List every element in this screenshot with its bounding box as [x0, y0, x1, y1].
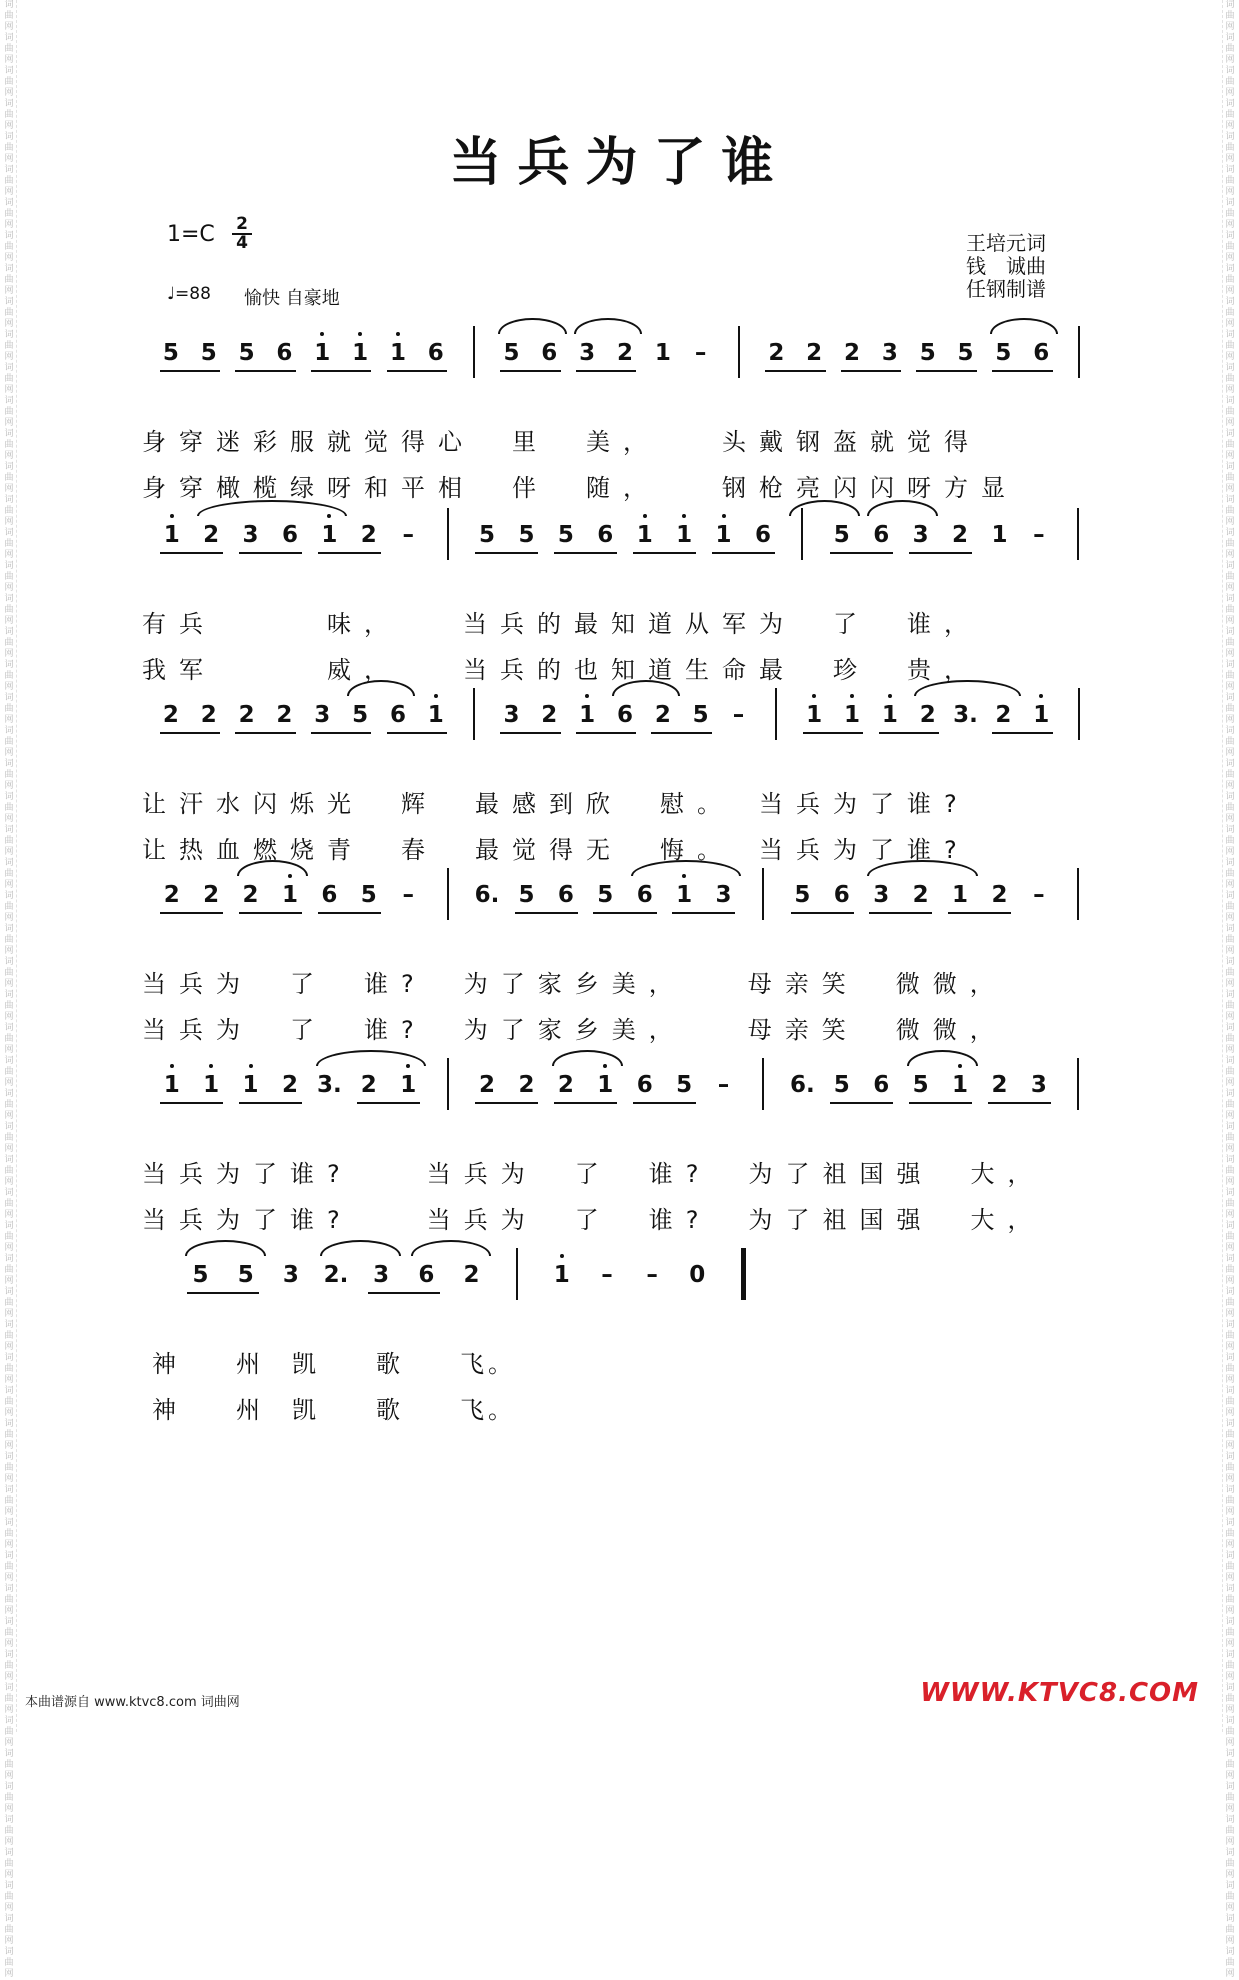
barline — [447, 508, 449, 560]
beam-line — [992, 732, 1053, 734]
note: 2 — [654, 702, 671, 728]
beam-line — [475, 552, 538, 554]
note: 1 — [991, 522, 1008, 548]
note: 2 — [242, 882, 259, 908]
note: 2 — [463, 1262, 480, 1288]
note: 2 — [200, 702, 217, 728]
note: 6. — [790, 1072, 815, 1098]
note: 6 — [557, 882, 574, 908]
beam-line — [318, 912, 381, 914]
hold-dash: – — [646, 1262, 658, 1288]
beam-line — [841, 370, 902, 372]
note: 3 — [579, 340, 596, 366]
note: 1 — [676, 882, 692, 908]
lyric-line-2: 我军 威， 当兵的也知道生命最 珍 贵， — [142, 656, 981, 684]
beam-line — [988, 1102, 1051, 1104]
time-signature-bottom: 4 — [236, 233, 248, 253]
transcriber-credit: 任钢制谱 — [966, 277, 1046, 301]
note: 2 — [912, 882, 929, 908]
beam-line — [992, 370, 1053, 372]
note: 3. — [317, 1072, 342, 1098]
note: 5 — [479, 522, 496, 548]
note: 2 — [557, 1072, 574, 1098]
note: 5 — [192, 1262, 209, 1288]
beam-line — [879, 732, 940, 734]
octave-dot — [434, 694, 438, 698]
slur-arc — [907, 1050, 978, 1066]
octave-dot — [560, 1254, 564, 1258]
hold-dash: – — [1033, 882, 1045, 908]
beam-line — [803, 732, 864, 734]
beam-line — [187, 1292, 259, 1294]
beam-line — [357, 1102, 420, 1104]
lyric-line-2: 当兵为了谁? 当兵为 了 谁? 为了祖国强 大， — [142, 1206, 1045, 1234]
note: 2 — [844, 340, 861, 366]
octave-dot — [585, 694, 589, 698]
barline — [473, 326, 475, 378]
note: 6. — [474, 882, 500, 908]
note: 5 — [162, 340, 179, 366]
note: 1 — [282, 882, 298, 908]
note: 5 — [360, 882, 377, 908]
note: 2 — [919, 702, 936, 728]
slur-arc — [320, 1240, 401, 1256]
beam-line — [576, 370, 637, 372]
hold-dash: – — [1033, 522, 1045, 548]
octave-dot — [170, 1064, 174, 1068]
beam-line — [160, 370, 221, 372]
octave-dot — [682, 514, 686, 518]
beam-line — [515, 912, 578, 914]
beam-line — [368, 1292, 440, 1294]
beam-line — [909, 1102, 972, 1104]
note: 6 — [427, 340, 444, 366]
barline — [516, 1248, 518, 1300]
note: 5 — [833, 522, 850, 548]
hold-dash: – — [732, 702, 745, 728]
octave-dot — [812, 694, 816, 698]
slur-arc — [498, 318, 566, 334]
note: 6 — [389, 702, 406, 728]
beam-line — [633, 552, 696, 554]
note: 1 — [164, 522, 180, 548]
note: 2 — [276, 702, 293, 728]
beam-line — [500, 732, 561, 734]
song-title: 当兵为了谁 — [449, 132, 790, 193]
slur-arc — [316, 1050, 426, 1066]
note: 1 — [203, 1072, 219, 1098]
expression-marking: 愉快 自豪地 — [244, 288, 340, 309]
note: 1 — [428, 702, 444, 728]
beam-line — [235, 732, 296, 734]
note: 6 — [541, 340, 558, 366]
slur-arc — [574, 318, 642, 334]
beam-line — [672, 912, 735, 914]
beam-line — [869, 912, 932, 914]
note: 5 — [692, 702, 709, 728]
site-logo: WWW.KTVC8.COM — [920, 1678, 1199, 1708]
slur-arc — [185, 1240, 266, 1256]
note: 2 — [360, 522, 377, 548]
note: 6 — [636, 1072, 653, 1098]
note: 6 — [281, 522, 298, 548]
hold-dash: – — [601, 1262, 613, 1288]
note: 1 — [637, 522, 653, 548]
composer-credit: 钱 诚曲 — [966, 254, 1046, 278]
final-barline — [741, 1248, 746, 1300]
barline — [473, 688, 475, 740]
note: 2 — [518, 1072, 535, 1098]
hold-dash: – — [694, 340, 707, 366]
note: 2 — [541, 702, 558, 728]
octave-dot — [643, 514, 647, 518]
note: 5 — [597, 882, 614, 908]
note: 5 — [237, 1262, 254, 1288]
beam-line — [500, 370, 561, 372]
note: 3 — [503, 702, 520, 728]
note: 5 — [676, 1072, 693, 1098]
note: 0 — [689, 1262, 706, 1288]
beam-line — [712, 552, 775, 554]
note: 1 — [400, 1072, 416, 1098]
lyric-line-1: 有兵 味， 当兵的最知道从军为 了 谁， — [142, 610, 981, 638]
note: 2 — [203, 882, 220, 908]
lyric-line-2: 身穿橄榄绿呀和平相 伴 随， 钢枪亮闪闪呀方显 — [142, 474, 1018, 502]
note: 3. — [953, 702, 978, 728]
note: 3 — [1030, 1072, 1047, 1098]
note: 5 — [518, 522, 535, 548]
beam-line — [239, 552, 302, 554]
hold-dash: – — [402, 522, 414, 548]
note: 2 — [163, 882, 180, 908]
note: 1 — [654, 340, 671, 366]
beam-line — [387, 732, 448, 734]
note: 1 — [806, 702, 822, 728]
beam-line — [160, 1102, 223, 1104]
key-signature: 1=C — [167, 222, 215, 247]
time-signature — [232, 216, 252, 252]
note: 2 — [991, 882, 1008, 908]
octave-dot — [1039, 694, 1043, 698]
note: 1 — [882, 702, 898, 728]
note: 1 — [321, 522, 337, 548]
note: 3 — [715, 882, 732, 908]
note: 1 — [390, 340, 406, 366]
note: 2 — [991, 1072, 1008, 1098]
note: 2 — [281, 1072, 298, 1098]
lyric-line-1: 当兵为 了 谁? 为了家乡美， 母亲笑 微微， — [142, 970, 1007, 998]
beam-line — [311, 732, 372, 734]
beam-line — [160, 552, 223, 554]
note: 2 — [806, 340, 823, 366]
barline — [1078, 326, 1080, 378]
note: 5 — [919, 340, 936, 366]
note: 3 — [881, 340, 898, 366]
beam-line — [475, 1102, 538, 1104]
note: 5 — [833, 1072, 850, 1098]
note: 1 — [676, 522, 692, 548]
note: 1 — [352, 340, 368, 366]
note: 3 — [314, 702, 331, 728]
barline — [447, 868, 449, 920]
note: 2 — [479, 1072, 496, 1098]
note: 6 — [418, 1262, 435, 1288]
beam-line — [830, 552, 893, 554]
note: 5 — [200, 340, 217, 366]
beam-line — [909, 552, 972, 554]
time-signature-top: 2 — [232, 216, 252, 235]
left-margin-watermark: 词曲网词曲网词曲网词曲网词曲网词曲网词曲网词曲网词曲网词曲网词曲网词曲网词曲网词曲网词曲网词曲网词曲网词曲网词曲网词曲网词曲网词曲网词曲网词曲网词曲网词曲网词曲网词曲网词曲网词曲网词曲网词曲网词曲网词曲网词曲网词曲网词曲网词曲网词曲网词曲网词曲网词曲网词曲网词曲网词曲网词曲网词曲网词曲网词曲网词曲网词曲网词曲网词曲网词曲网词曲网词曲网词曲网词曲网词曲网词曲网 — [2, 0, 17, 1732]
right-margin-watermark: 词曲网词曲网词曲网词曲网词曲网词曲网词曲网词曲网词曲网词曲网词曲网词曲网词曲网词曲网词曲网词曲网词曲网词曲网词曲网词曲网词曲网词曲网词曲网词曲网词曲网词曲网词曲网词曲网词曲网词曲网词曲网词曲网词曲网词曲网词曲网词曲网词曲网词曲网词曲网词曲网词曲网词曲网词曲网词曲网词曲网词曲网词曲网词曲网词曲网词曲网词曲网词曲网词曲网词曲网词曲网词曲网词曲网词曲网词曲网词曲网 — [1222, 0, 1237, 1732]
beam-line — [916, 370, 977, 372]
beam-line — [387, 370, 448, 372]
beam-line — [235, 370, 296, 372]
note: 3 — [373, 1262, 390, 1288]
beam-line — [311, 370, 372, 372]
octave-dot — [249, 1064, 253, 1068]
note: 1 — [716, 522, 732, 548]
beam-line — [554, 1102, 617, 1104]
note: 6 — [321, 882, 338, 908]
note: 2 — [995, 702, 1012, 728]
note: 1 — [952, 1072, 968, 1098]
beam-line — [651, 732, 712, 734]
note: 1 — [844, 702, 860, 728]
lyric-line-1: 让汗水闪烁光 辉 最感到欣 慰。 当兵为了谁? — [142, 790, 970, 818]
note: 1 — [579, 702, 595, 728]
credits — [966, 232, 1046, 301]
beam-line — [318, 552, 381, 554]
beam-line — [948, 912, 1011, 914]
note: 6 — [276, 340, 293, 366]
octave-dot — [358, 332, 362, 336]
note: 5 — [557, 522, 574, 548]
note: 5 — [912, 1072, 929, 1098]
lyric-line-1: 身穿迷彩服就觉得心 里 美， 头戴钢盔就觉得 — [142, 428, 981, 456]
note: 6 — [833, 882, 850, 908]
note: 5 — [794, 882, 811, 908]
octave-dot — [888, 694, 892, 698]
octave-dot — [320, 332, 324, 336]
beam-line — [791, 912, 854, 914]
octave-dot — [209, 1064, 213, 1068]
note: 1 — [314, 340, 330, 366]
barline — [762, 868, 764, 920]
note: 3 — [873, 882, 890, 908]
note: 2 — [162, 702, 179, 728]
note: 6 — [1033, 340, 1050, 366]
barline — [1078, 688, 1080, 740]
tempo-marking: ♩=88 — [167, 284, 211, 304]
note: 5 — [503, 340, 520, 366]
slur-arc — [552, 1050, 623, 1066]
beam-line — [239, 1102, 302, 1104]
note: 6 — [873, 1072, 890, 1098]
lyric-line-2: 神 州 凯 歌 飞。 — [152, 1396, 516, 1424]
note: 5 — [352, 702, 369, 728]
note: 1 — [952, 882, 969, 908]
lyric-line-2: 当兵为 了 谁? 为了家乡美， 母亲笑 微微， — [142, 1016, 1007, 1044]
beam-line — [830, 1102, 893, 1104]
note: 5 — [957, 340, 974, 366]
lyric-line-2: 让热血燃烧青 春 最觉得无 悔。 当兵为了谁? — [142, 836, 970, 864]
note: 6 — [873, 522, 890, 548]
note: 1 — [1033, 702, 1049, 728]
note: 2 — [616, 340, 634, 366]
note: 6 — [616, 702, 634, 728]
octave-dot — [850, 694, 854, 698]
note: 2 — [360, 1072, 377, 1098]
barline — [447, 1058, 449, 1110]
beam-line — [593, 912, 656, 914]
note: 5 — [518, 882, 535, 908]
hold-dash: – — [402, 882, 414, 908]
beam-line — [633, 1102, 696, 1104]
note: 3 — [912, 522, 929, 548]
note: 2 — [768, 340, 785, 366]
source-note: 本曲谱源自 www.ktvc8.com 词曲网 — [25, 1695, 240, 1710]
hold-dash: – — [717, 1072, 730, 1098]
beam-line — [554, 552, 617, 554]
barline — [1077, 868, 1079, 920]
octave-dot — [170, 514, 174, 518]
barline — [762, 1058, 764, 1110]
slur-arc — [990, 318, 1058, 334]
note: 2 — [238, 702, 255, 728]
lyricist-credit: 王培元词 — [966, 231, 1046, 255]
note: 1 — [243, 1072, 259, 1098]
note: 3 — [282, 1262, 299, 1288]
barline — [1077, 508, 1079, 560]
note: 6 — [636, 882, 653, 908]
beam-line — [576, 732, 637, 734]
note: 3 — [242, 522, 259, 548]
note: 6 — [597, 522, 614, 548]
note: 5 — [238, 340, 255, 366]
barline — [775, 688, 777, 740]
beam-line — [160, 732, 221, 734]
barline — [1077, 1058, 1079, 1110]
beam-line — [239, 912, 302, 914]
beam-line — [765, 370, 826, 372]
lyric-line-1: 当兵为了谁? 当兵为 了 谁? 为了祖国强 大， — [142, 1160, 1045, 1188]
barline — [738, 326, 740, 378]
lyric-line-1: 神 州 凯 歌 飞。 — [152, 1350, 516, 1378]
note: 1 — [554, 1262, 570, 1288]
octave-dot — [396, 332, 400, 336]
note: 2 — [203, 522, 220, 548]
beam-line — [160, 912, 223, 914]
octave-dot — [722, 514, 726, 518]
note: 1 — [164, 1072, 180, 1098]
note: 1 — [597, 1072, 613, 1098]
note: 2 — [952, 522, 969, 548]
note: 6 — [754, 522, 771, 548]
slur-arc — [411, 1240, 492, 1256]
note: 2. — [323, 1262, 349, 1288]
note: 5 — [995, 340, 1012, 366]
